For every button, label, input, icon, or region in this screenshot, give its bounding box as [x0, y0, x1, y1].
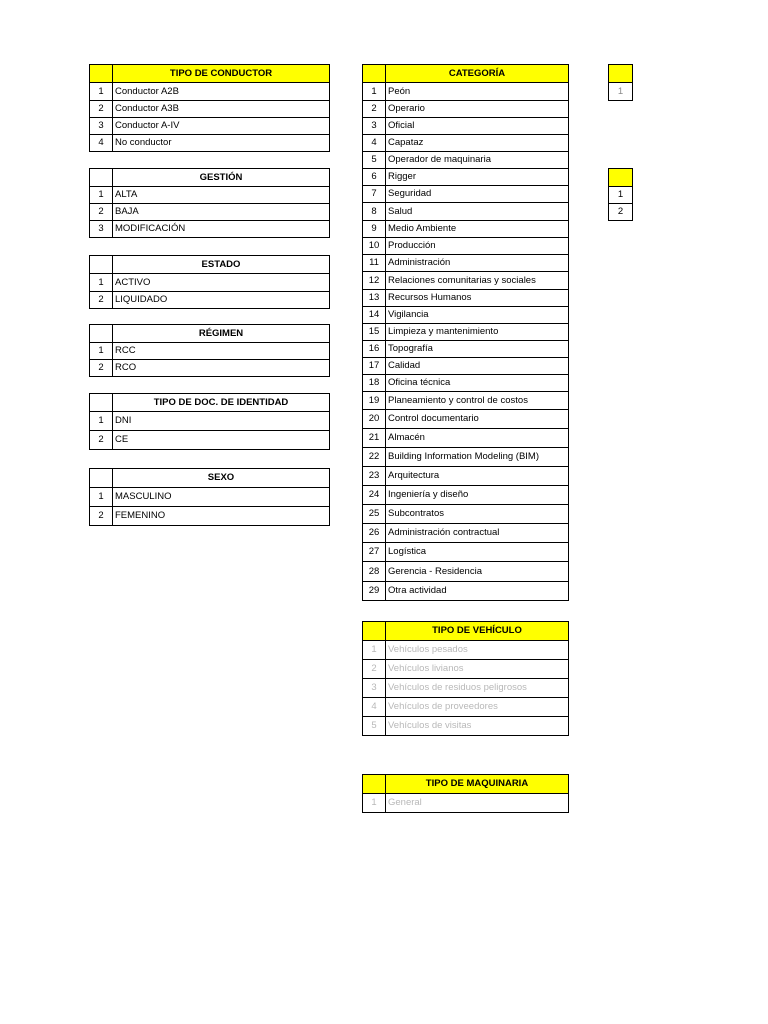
table-sexo — [89, 468, 330, 526]
table-row: 6 Rigger — [363, 169, 569, 186]
table-row: 27 Logística — [363, 543, 569, 562]
table-row: 2 LIQUIDADO — [90, 292, 330, 309]
header-cell[interactable]: CATEGORÍA — [386, 65, 569, 83]
table-header-row — [90, 65, 330, 83]
table-row: 1 General — [363, 794, 569, 813]
table-row: 28 Gerencia - Residencia — [363, 562, 569, 582]
table-row: 15 Limpieza y mantenimiento — [363, 324, 569, 341]
table-tipo-conductor — [89, 64, 330, 152]
header-cell[interactable]: TIPO DE VEHÍCULO — [386, 622, 569, 641]
table-header-row — [90, 394, 330, 412]
table-row: 5 Vehículos de visitas — [363, 717, 569, 736]
table-row: 3 MODIFICACIÓN — [90, 221, 330, 238]
table-row: 24 Ingeniería y diseño — [363, 486, 569, 505]
table-estado — [89, 255, 330, 309]
table-row: 17 Calidad — [363, 358, 569, 375]
table-row: 19 Planeamiento y control de costos — [363, 392, 569, 410]
header-cell[interactable]: GESTIÓN — [113, 169, 330, 187]
table-header-row — [609, 169, 633, 187]
table-row: 1 ACTIVO — [90, 274, 330, 292]
table-row: 1 Conductor A2B — [90, 83, 330, 101]
table-tipo-doc-identidad — [89, 393, 330, 450]
table-row: 22 Building Information Modeling (BIM) — [363, 448, 569, 467]
table-row: 1 ALTA — [90, 187, 330, 204]
table-row: 2 RCO — [90, 360, 330, 377]
table-row: 2 BAJA — [90, 204, 330, 221]
header-cell[interactable]: ESTADO — [113, 256, 330, 274]
table-header-row — [363, 65, 569, 83]
table-row: 29 Otra actividad — [363, 582, 569, 601]
table-row: 13 Recursos Humanos — [363, 290, 569, 307]
table-row: 16 Topografía — [363, 341, 569, 358]
table-row: 21 Almacén — [363, 429, 569, 448]
table-categoria — [362, 64, 569, 601]
table-row: 2 Conductor A3B — [90, 101, 330, 118]
table-row: 1 — [609, 83, 633, 101]
table-tipo-maquinaria — [362, 774, 569, 813]
table-row: 2 — [609, 204, 633, 221]
table-row: 3 Conductor A-IV — [90, 118, 330, 135]
table-row: 1 MASCULINO — [90, 488, 330, 507]
header-cell[interactable]: TIPO DE CONDUCTOR — [113, 65, 330, 83]
table-header-row — [90, 256, 330, 274]
table-regimen — [89, 324, 330, 377]
table-row: 9 Medio Ambiente — [363, 221, 569, 238]
table-row: 3 Vehículos de residuos peligrosos — [363, 679, 569, 698]
table-row: 25 Subcontratos — [363, 505, 569, 524]
table-header-row — [363, 622, 569, 641]
table-row: 14 Vigilancia — [363, 307, 569, 324]
table-row: 12 Relaciones comunitarias y sociales — [363, 272, 569, 290]
table-row: 1 Peón — [363, 83, 569, 101]
table-row: 2 Vehículos livianos — [363, 660, 569, 679]
table-row: 7 Seguridad — [363, 186, 569, 203]
table-row: 1 Vehículos pesados — [363, 641, 569, 660]
table-row: 4 Capataz — [363, 135, 569, 152]
table-row: 2 Operario — [363, 101, 569, 118]
table-row: 2 CE — [90, 431, 330, 450]
header-cell[interactable]: SEXO — [113, 469, 330, 488]
table-row: 8 Salud — [363, 203, 569, 221]
table-row: 11 Administración — [363, 255, 569, 272]
header-cell[interactable]: RÉGIMEN — [113, 325, 330, 343]
table-row: 4 No conductor — [90, 135, 330, 152]
table-row: 23 Arquitectura — [363, 467, 569, 486]
table-row: 2 FEMENINO — [90, 507, 330, 526]
table-header-row — [609, 65, 633, 83]
table-header-row — [90, 169, 330, 187]
table-row: 5 Operador de maquinaria — [363, 152, 569, 169]
table-row: 3 Oficial — [363, 118, 569, 135]
table-row: 1 — [609, 187, 633, 204]
table-right-a — [608, 64, 633, 101]
table-row: 1 RCC — [90, 343, 330, 360]
table-header-row — [90, 469, 330, 488]
table-row: 18 Oficina técnica — [363, 375, 569, 392]
header-cell[interactable]: TIPO DE MAQUINARIA — [386, 775, 569, 794]
table-row: 1 DNI — [90, 412, 330, 431]
table-row: 10 Producción — [363, 238, 569, 255]
table-row: 4 Vehículos de proveedores — [363, 698, 569, 717]
table-row: 20 Control documentario — [363, 410, 569, 429]
table-row: 26 Administración contractual — [363, 524, 569, 543]
table-tipo-vehiculo — [362, 621, 569, 736]
table-header-row — [363, 775, 569, 794]
table-right-b — [608, 168, 633, 221]
table-gestion — [89, 168, 330, 238]
header-cell[interactable]: TIPO DE DOC. DE IDENTIDAD — [113, 394, 330, 412]
table-header-row — [90, 325, 330, 343]
